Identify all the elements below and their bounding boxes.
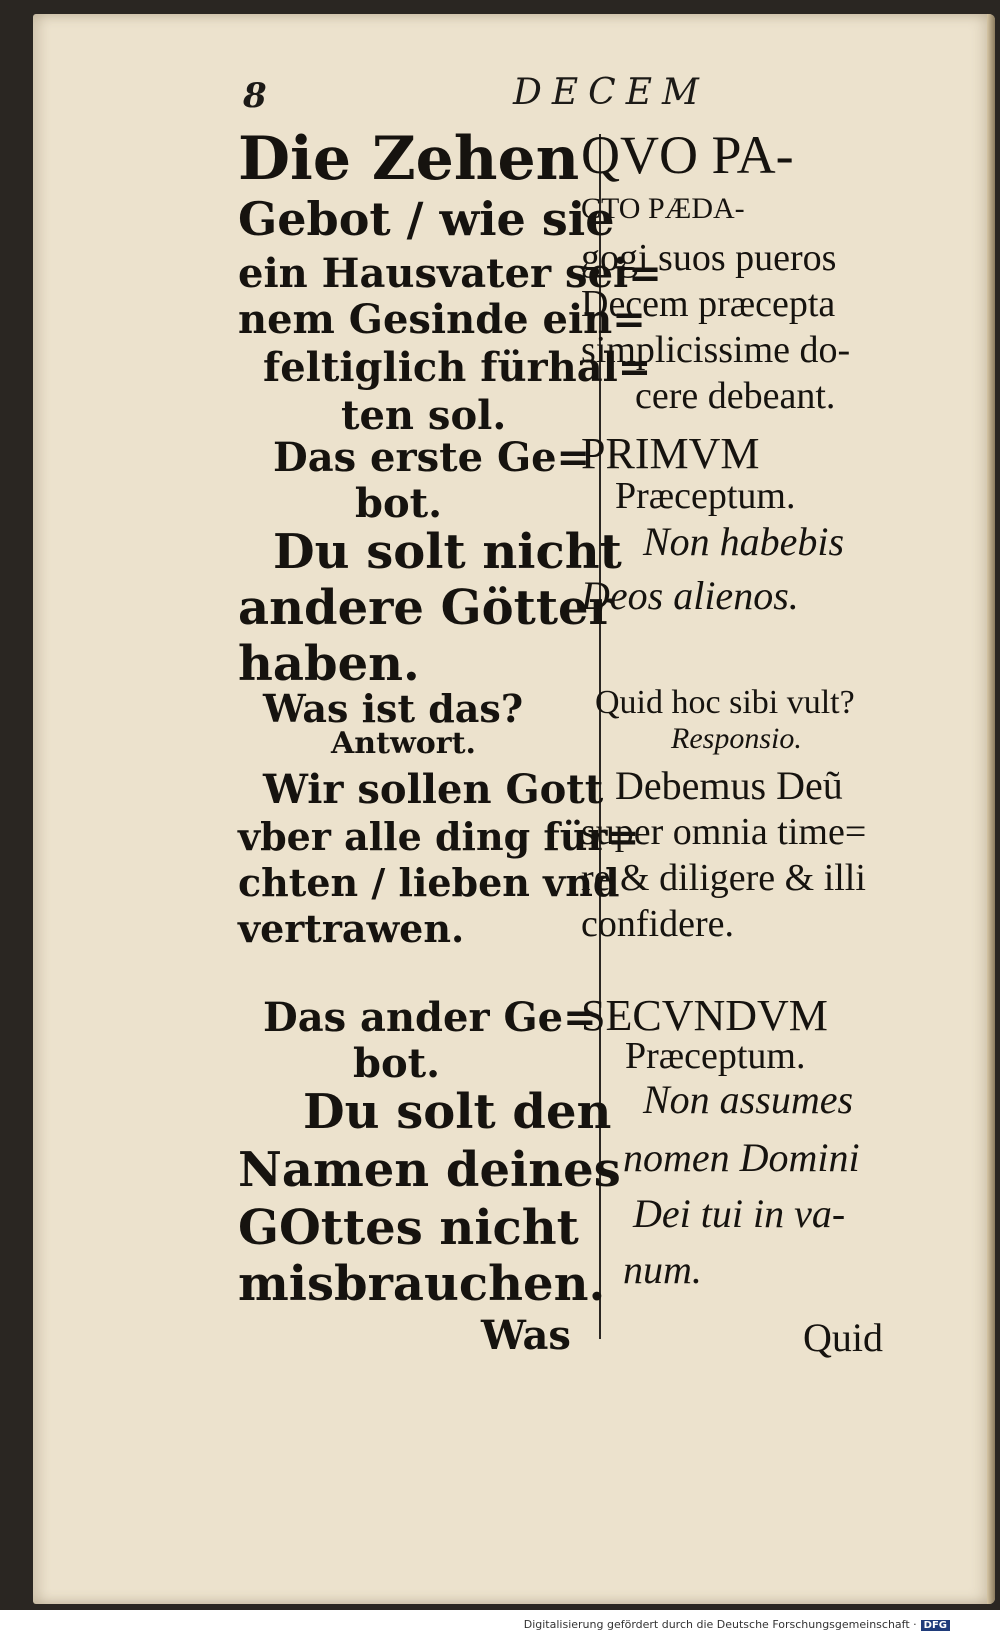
german-line: Das ander Ge= — [263, 994, 597, 1041]
german-line: Namen deines — [238, 1142, 621, 1198]
latin-line: Responsio. — [671, 722, 802, 755]
catchword-latin: Quid — [803, 1315, 883, 1360]
latin-line: simplicissime do- — [581, 329, 851, 371]
dfg-logo: DFG — [921, 1620, 950, 1631]
german-line: Gebot / wie sie — [238, 192, 615, 246]
running-title: DECEM — [513, 72, 709, 113]
book-page — [33, 14, 995, 1604]
german-line: andere Götter — [238, 580, 614, 636]
latin-line: num. — [623, 1247, 702, 1292]
german-line: ten sol. — [341, 392, 507, 439]
german-line: haben. — [238, 636, 420, 692]
footer-text: Digitalisierung gefördert durch die Deutsche Forschungsgemeinschaft · — [523, 1618, 917, 1631]
latin-line: nomen Domini — [623, 1135, 860, 1180]
latin-line: gogi suos pueros — [581, 237, 837, 279]
latin-line: SECVNDVM — [581, 991, 828, 1040]
german-line: misbrauchen. — [238, 1256, 606, 1312]
latin-line: CTO PÆDA- — [581, 192, 745, 225]
latin-line: re & diligere & illi — [581, 857, 866, 899]
latin-line: Decem præcepta — [581, 283, 836, 325]
latin-line: Debemus Deũ — [615, 763, 843, 808]
latin-line: Dei tui in va- — [633, 1191, 846, 1236]
german-line: bot. — [353, 1040, 441, 1087]
german-line: feltiglich fürhal= — [263, 344, 652, 391]
german-line: nem Gesinde ein= — [238, 296, 646, 343]
latin-line: QVO PA- — [581, 125, 794, 185]
german-line: Was ist das? — [263, 686, 524, 731]
page-number: 8 — [243, 76, 267, 116]
latin-line: Non habebis — [643, 519, 845, 564]
german-line: vertrawen. — [238, 906, 465, 951]
latin-line: super omnia time= — [581, 811, 867, 853]
german-line: Die Zehen — [238, 124, 580, 194]
german-line: chten / lieben vnd — [238, 860, 620, 905]
page-edge — [987, 14, 995, 1604]
german-line: vber alle ding für= — [238, 814, 640, 859]
latin-line: PRIMVM — [581, 429, 760, 478]
latin-line: cere debeant. — [635, 375, 836, 417]
latin-line: Deos alienos. — [581, 573, 799, 618]
german-line: Du solt nicht — [273, 524, 622, 580]
german-line: Wir sollen Gott — [263, 766, 604, 813]
german-line: Das erste Ge= — [273, 434, 591, 481]
footer-credit — [524, 1618, 950, 1631]
german-line: ein Hausvater sei= — [238, 250, 662, 297]
german-line: Antwort. — [331, 726, 476, 761]
latin-line: Non assumes — [643, 1077, 854, 1122]
catchword-german: Was — [481, 1312, 571, 1359]
german-line: GOttes nicht — [238, 1200, 579, 1256]
latin-line: confidere. — [581, 903, 734, 945]
german-line: bot. — [355, 480, 443, 527]
latin-line: Præceptum. — [625, 1035, 806, 1077]
german-line: Du solt den — [303, 1084, 612, 1140]
latin-line: Præceptum. — [615, 475, 796, 517]
latin-line: Quid hoc sibi vult? — [595, 684, 855, 721]
